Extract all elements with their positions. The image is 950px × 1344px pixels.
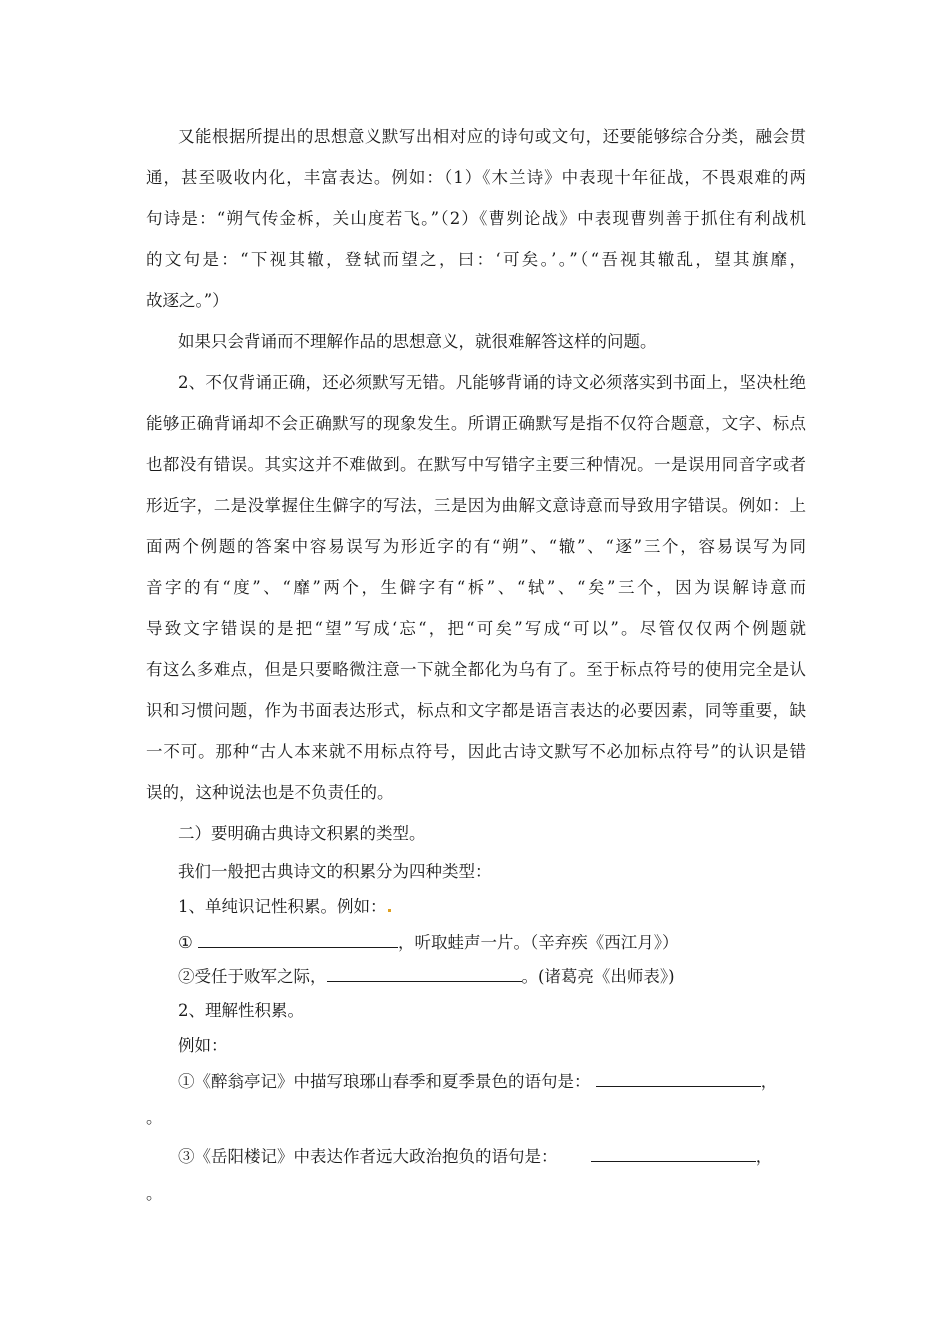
paragraph-line: 如果只会背诵而不理解作品的思想意义，就很难解答这样的问题。: [178, 332, 657, 351]
question-1: [178, 932, 806, 953]
question-text: ②受任于败军之际，: [178, 967, 327, 986]
paragraph-line: 故逐之。”）: [146, 291, 229, 310]
question-3: [178, 1071, 806, 1092]
question-text: ，听取蛙声一片。（辛弃疾《西江月》）: [398, 933, 679, 952]
paragraph-line: 2、不仅背诵正确，还必须默写无错。凡能够背诵的诗文必须落实到书面上，坚决杜绝: [178, 373, 806, 392]
paragraph-line: 通，甚至吸收内化，丰富表达。例如：（1）《木兰诗》中表现十年征战，不畏艰难的两: [146, 168, 806, 187]
answer-blank[interactable]: [591, 1146, 756, 1162]
question-4: [178, 1146, 806, 1167]
paragraph-line: 形近字，二是没掌握住生僻字的写法，三是因为曲解文意诗意而导致用字错误。例如：上: [146, 496, 806, 515]
mark-dot: [388, 909, 391, 912]
question-2: [178, 966, 806, 987]
section-heading: 二）要明确古典诗文积累的类型。: [178, 824, 426, 843]
question-text: 。(诸葛亮《出师表》): [521, 967, 675, 986]
paragraph-line: 识和习惯问题，作为书面表达形式，标点和文字都是语言表达的必要因素，同等重要，缺: [146, 701, 806, 720]
paragraph-line: 又能根据所提出的思想意义默写出相对应的诗句或文句，还要能够综合分类，融会贯: [178, 127, 806, 146]
answer-blank[interactable]: [198, 932, 398, 948]
paragraph-line: 也都没有错误。其实这并不难做到。在默写中写错字主要三种情况。一是误用同音字或者: [146, 455, 806, 474]
question-text: ，: [755, 1147, 773, 1166]
answer-blank[interactable]: [596, 1071, 761, 1087]
paragraph-line: 句诗是：“朔气传金柝，关山度若飞。”（2）《曹刿论战》中表现曹刿善于抓住有利战机: [146, 209, 806, 228]
example-label: 例如：: [178, 1036, 228, 1055]
answer-blank[interactable]: [327, 966, 522, 982]
question-end: 。: [146, 1184, 163, 1203]
type-heading: 2、理解性积累。: [178, 1001, 304, 1020]
paragraph-line: 误的，这种说法也是不负责任的。: [146, 783, 394, 802]
question-end: 。: [146, 1108, 163, 1127]
paragraph-line: 一不可。那种“古人本来就不用标点符号，因此古诗文默写不必加标点符号”的认识是错: [146, 742, 806, 761]
paragraph-line: 我们一般把古典诗文的积累分为四种类型：: [178, 862, 492, 881]
paragraph-line: 的文句是：“下视其辙，登轼而望之，曰：‘可矣。’。”（“吾视其辙乱，望其旗靡，: [146, 250, 806, 269]
type-label: 1、单纯识记性积累。例如：: [178, 897, 387, 916]
paragraph-line: 音字的有“度”、“靡”两个，生僻字有“柝”、“轼”、“矣”三个，因为误解诗意而: [146, 578, 806, 597]
paragraph-line: 能够正确背诵却不会正确默写的现象发生。所谓正确默写是指不仅符合题意，文字、标点: [146, 414, 806, 433]
paragraph-line: 有这么多难点，但是只要略微注意一下就全都化为乌有了。至于标点符号的使用完全是认: [146, 660, 806, 679]
paragraph-line: 面两个例题的答案中容易误写为形近字的有“朔”、“辙”、“逐”三个，容易误写为同: [146, 537, 806, 556]
question-text: ，: [760, 1072, 778, 1091]
type-heading: [178, 897, 806, 917]
question-text: ①《醉翁亭记》中描写琅琊山春季和夏季景色的语句是：: [178, 1072, 591, 1091]
question-number: ①: [178, 933, 193, 952]
paragraph-line: 导致文字错误的是把“望”写成‘忘“，把“可矣”写成“可以”。尽管仅仅两个例题就: [146, 619, 806, 638]
question-text: ③《岳阳楼记》中表达作者远大政治抱负的语句是：: [178, 1147, 558, 1166]
